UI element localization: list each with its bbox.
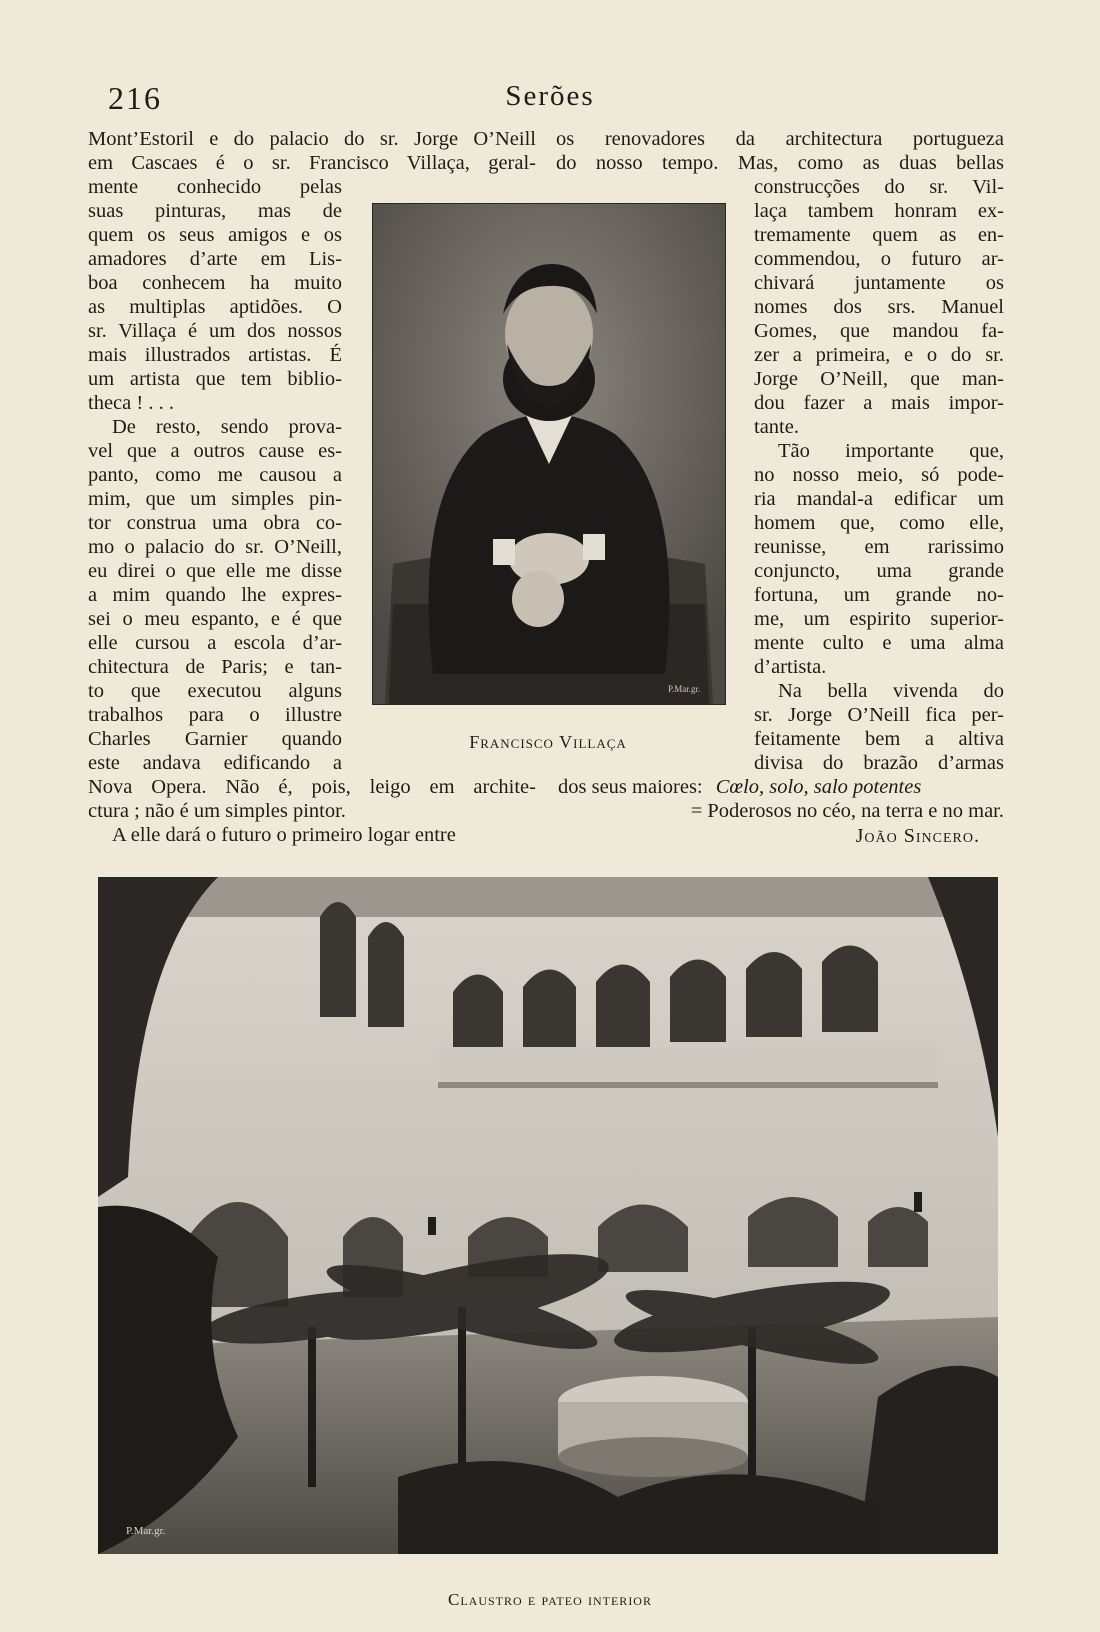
- right-column-line: feitamente bem a altiva: [754, 728, 1004, 750]
- right-column-line: mente culto e uma alma: [754, 632, 1004, 654]
- left-bottom-line-1: Nova Opera. Não é, pois, leigo em archite-: [88, 776, 536, 798]
- left-column-line: chitectura de Paris; e tan-: [88, 656, 342, 678]
- courtyard-caption: Claustro e pateo interior: [448, 1590, 652, 1609]
- right-column-line: divisa do brazão d’armas: [754, 752, 1004, 774]
- left-column-line: amadores d’arte em Lis-: [88, 248, 342, 270]
- courtyard-image: [98, 877, 998, 1554]
- left-column-line: suas pinturas, mas de: [88, 200, 342, 222]
- motto-translation: = Poderosos no céo, na terra e no mar.: [690, 800, 1004, 822]
- left-column-line: mais illustrados artistas. É: [88, 344, 342, 366]
- left-column-line: elle cursou a escola d’ar-: [88, 632, 342, 654]
- left-column-line: tor construa uma obra co-: [88, 512, 342, 534]
- motto-latin: Cœlo, solo, salo potentes: [715, 776, 922, 798]
- left-column-line: mim, que um simples pin-: [88, 488, 342, 510]
- right-column-line: tante.: [754, 416, 799, 438]
- right-column-line: Jorge O’Neill, que man-: [754, 368, 1004, 390]
- page-title: Serões: [505, 80, 595, 112]
- left-top-line-1: Mont’Estoril e do palacio do sr. Jorge O’Neill: [88, 128, 536, 150]
- right-column-line: laça tambem honram ex-: [754, 200, 1004, 222]
- courtyard-photo: [98, 877, 998, 1554]
- left-column-line: mo o palacio do sr. O’Neill,: [88, 536, 342, 558]
- left-top-line-2: em Cascaes é o sr. Francisco Villaça, geral-: [88, 152, 536, 174]
- left-bottom-line-2: ctura ; não é um simples pintor.: [88, 800, 346, 822]
- left-bottom-line-3: A elle dará o futuro o primeiro logar entre: [112, 824, 456, 846]
- right-column-line: construcções do sr. Vil-: [754, 176, 1004, 198]
- right-column-line: zer a primeira, e o do sr.: [754, 344, 1004, 366]
- left-column-line: a mim quando lhe expres-: [88, 584, 342, 606]
- article-signature: João Sincero.: [855, 825, 980, 847]
- left-column-line: mente conhecido pelas: [88, 176, 342, 198]
- left-column-line: quem os seus amigos e os: [88, 224, 342, 246]
- left-column-line: Charles Garnier quando: [88, 728, 342, 750]
- left-column-line: as multiplas aptidões. O: [88, 296, 342, 318]
- right-column-line: reunisse, em rarissimo: [754, 536, 1004, 558]
- right-column-line: dou fazer a mais impor-: [754, 392, 1004, 414]
- right-column-line: nomes dos srs. Manuel: [754, 296, 1004, 318]
- left-column-line: to que executou alguns: [88, 680, 342, 702]
- left-column-line: De resto, sendo prova-: [112, 416, 342, 438]
- right-column-line: fortuna, um grande no-: [754, 584, 1004, 606]
- left-column-line: sei o meu espanto, e é que: [88, 608, 342, 630]
- right-column-line: Gomes, que mandou fa-: [754, 320, 1004, 342]
- portrait-engraver-mark: P.Mar.gr.: [668, 684, 701, 694]
- right-column-line: commendou, o futuro ar-: [754, 248, 1004, 270]
- left-column-line: este andava edificando a: [88, 752, 342, 774]
- left-column-line: um artista que tem biblio-: [88, 368, 342, 390]
- right-column-line: Na bella vivenda do: [778, 680, 1004, 702]
- right-column-line: no nosso meio, só pode-: [754, 464, 1004, 486]
- page-number: 216: [108, 80, 162, 116]
- right-column-line: Tão importante que,: [778, 440, 1004, 462]
- left-column-line: boa conhecem ha muito: [88, 272, 342, 294]
- courtyard-engraver-mark: P.Mar.gr.: [126, 1525, 166, 1537]
- motto-prefix: dos seus maiores:: [558, 776, 703, 798]
- right-column-line: me, um espirito superior-: [754, 608, 1004, 630]
- right-column-line: conjuncto, uma grande: [754, 560, 1004, 582]
- portrait-image: [373, 204, 725, 704]
- left-column-line: trabalhos para o illustre: [88, 704, 342, 726]
- right-column-line: d’artista.: [754, 656, 827, 678]
- left-column-line: theca ! . . .: [88, 392, 174, 414]
- left-column-line: panto, como me causou a: [88, 464, 342, 486]
- right-column-line: tremamente quem as en-: [754, 224, 1004, 246]
- right-column-line: homem que, como elle,: [754, 512, 1004, 534]
- right-top-line-1: os renovadores da architectura portugueza: [556, 128, 1004, 150]
- left-column-line: vel que a outros cause es-: [88, 440, 342, 462]
- left-column-line: eu direi o que elle me disse: [88, 560, 342, 582]
- motto-line: [558, 775, 1006, 799]
- right-column-line: ria mandal-a edificar um: [754, 488, 1004, 510]
- portrait-photo: [372, 203, 726, 705]
- left-column-line: sr. Villaça é um dos nossos: [88, 320, 342, 342]
- right-column-line: sr. Jorge O’Neill fica per-: [754, 704, 1004, 726]
- portrait-caption: Francisco Villaça: [469, 732, 627, 752]
- right-column-line: chivará juntamente os: [754, 272, 1004, 294]
- right-top-line-2: do nosso tempo. Mas, como as duas bellas: [556, 152, 1004, 174]
